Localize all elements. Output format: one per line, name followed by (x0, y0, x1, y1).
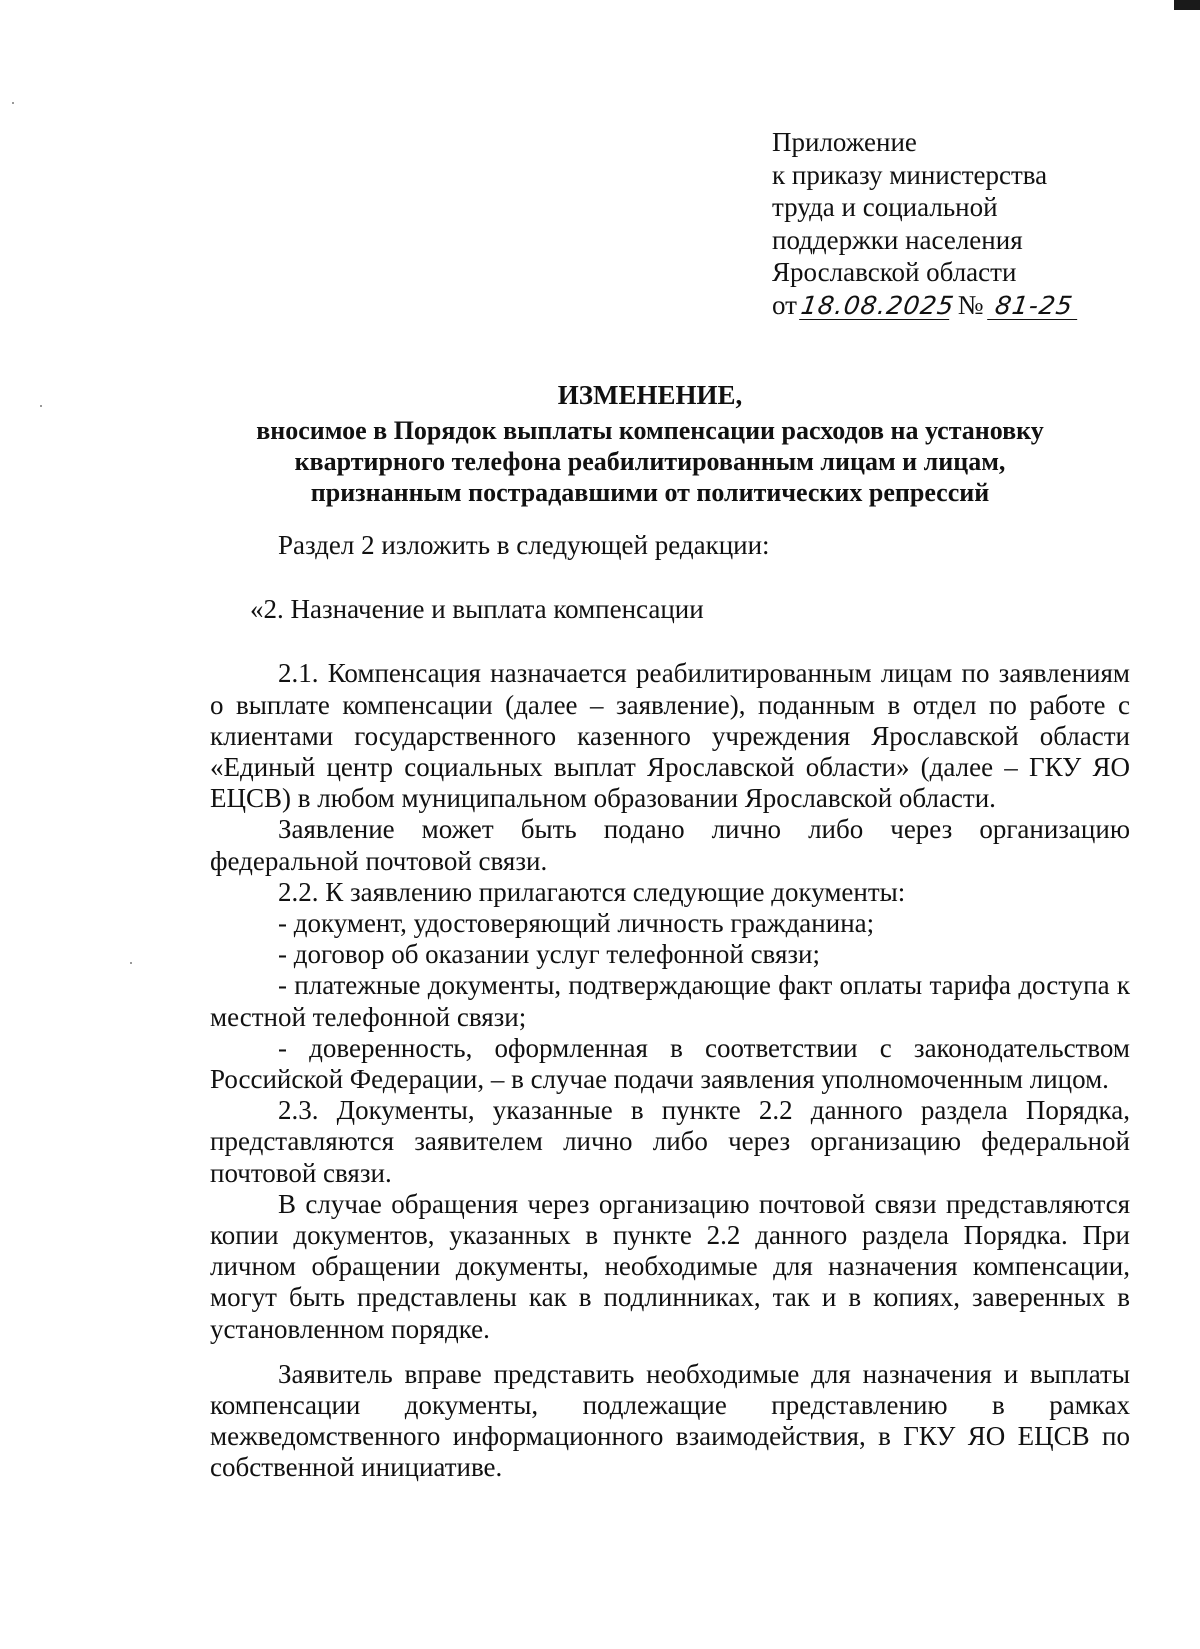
handwritten-number: 81-25 (988, 293, 1082, 320)
title-main: ИЗМЕНЕНИЕ, (557, 380, 743, 410)
scan-corner-mark (1174, 0, 1200, 10)
scan-speck (130, 962, 132, 964)
approval-line: Приложение (772, 127, 917, 157)
scan-speck (40, 405, 42, 407)
approval-line: к приказу министерства (772, 159, 1048, 190)
list-item-payment-documents: - платежные документы, подтверждающие факт оплаты тарифа доступа к местной телефонной связи; (210, 970, 1130, 1032)
document-title (200, 380, 1100, 508)
title-line: квартирного телефона реабилитированным лицам и лицам, (294, 447, 1006, 476)
title-line: признанным пострадавшими от политических репрессий (310, 478, 990, 507)
list-item-power-of-attorney: - доверенность, оформленная в соответствии с законодательством Российской Федерации, – в случае подачи заявления уполномоченным лицом. (210, 1032, 1130, 1095)
number-sign: № (957, 289, 984, 320)
scan-speck (12, 102, 14, 104)
document-body (210, 530, 1130, 1484)
paragraph-submission: Заявление может быть подано лично либо через организацию федеральной почтовой связи. (210, 814, 1130, 876)
intro-paragraph: Раздел 2 изложить в следующей редакции: (278, 530, 770, 560)
from-label: от (772, 289, 797, 320)
list-item-identity-document: - документ, удостоверяющий личность гражданина; (278, 908, 875, 939)
approval-line: Ярославской области (772, 257, 1017, 287)
paragraph-2-3: 2.3. Документы, указанные в пункте 2.2 данного раздела Порядка, представляются заявителем лично либо через организацию федеральной почтовой связи. (210, 1095, 1130, 1188)
approval-line: труда и социальной (772, 192, 998, 222)
paragraph-own-initiative: Заявитель вправе представить необходимые для назначения и выплаты компенсации документы, подлежащие представлению в рамках межведомственного информационного взаимодействия, в ГКУ ЯО ЕЦСВ по собственной инициативе. (210, 1358, 1130, 1483)
approval-stamp-block (772, 126, 1079, 321)
paragraph-2-1: 2.1. Компенсация назначается реабилитированным лицам по заявлениям о выплате компенсации (далее – заявление), поданным в отдел по работе с клиентами государственного казенного учреждения Ярославской области «Единый центр социальных выплат Ярославской области» (далее – ГКУ ЯО ЕЦСВ) в любом муниципальном образовании Ярославской области. (210, 658, 1130, 814)
approval-date-line (772, 289, 1079, 322)
paragraph-postal-copies: В случае обращения через организацию почтовой связи представляются копии документов, указанных в пункте 2.2 данного раздела Порядка. При личном обращении документы, необходимые для назначения компенсации, могут быть представлены как в подлинниках, так и в копиях, заверенных в установленном порядке. (210, 1188, 1130, 1344)
paragraph-2-2: 2.2. К заявлению прилагаются следующие документы: (278, 876, 906, 907)
handwritten-date: 18.08.2025 (799, 290, 957, 320)
approval-line: поддержки населения (772, 224, 1023, 255)
title-line: вносимое в Порядок выплаты компенсации расходов на установку (256, 416, 1044, 445)
list-item-contract: - договор об оказании услуг телефонной связи; (278, 939, 820, 970)
section-heading: «2. Назначение и выплата компенсации (250, 594, 704, 625)
